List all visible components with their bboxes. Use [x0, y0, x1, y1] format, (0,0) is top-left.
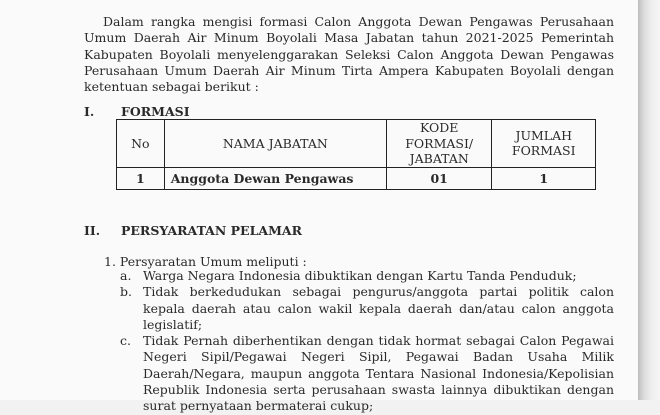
cell-no: 1 [117, 167, 165, 189]
cell-kode: 01 [386, 167, 492, 189]
formasi-table [116, 119, 596, 190]
list-item-label: b. [120, 284, 132, 300]
list-item-text: Warga Negara Indonesia dibuktikan dengan Kartu Tanda Penduduk; [143, 268, 577, 283]
header-jumlah-formasi: JUMLAH FORMASI [492, 120, 596, 168]
cell-jumlah: 1 [492, 167, 596, 189]
requirements-list [120, 268, 614, 415]
list-item [120, 333, 614, 414]
requirements-title: 1. Persyaratan Umum meliputi : [104, 254, 307, 269]
section-number: II. [84, 223, 101, 238]
table-row [117, 167, 596, 189]
header-kode-formasi: KODE FORMASI/ JABATAN [386, 120, 492, 168]
section-title: PERSYARATAN PELAMAR [121, 223, 302, 238]
section-number: I. [84, 104, 95, 119]
intro-paragraph: Dalam rangka mengisi formasi Calon Anggota Dewan Pengawas Perusahaan Umum Daerah Air Minum Boyolali Masa Jabatan tahun 2021-2025 Pemerintah Kabupaten Boyolali menyelenggarakan Seleksi Calon Anggota Dewan Pengawas Perusahaan Umum Daerah Air Minum Tirta Ampera Kabupaten Boyolali dengan ketentuan sebagai berikut : [84, 14, 614, 95]
header-nama-jabatan: NAMA JABATAN [164, 120, 386, 168]
header-no: No [117, 120, 165, 168]
list-item-text: Tidak Pernah diberhentikan dengan tidak hormat sebagai Calon Pegawai Negeri Sipil/Pegawai Negeri Sipil, Pegawai Badan Usaha Milik Daerah/Negara, maupun anggota Tentara Nasional Indonesia/Kepolisian Republik Indonesia serta perusahaan swasta lainnya dibuktikan dengan surat pernyataan bermaterai cukup; [143, 333, 614, 414]
section-title: FORMASI [121, 104, 190, 119]
list-item [120, 268, 614, 284]
cell-nama-jabatan: Anggota Dewan Pengawas [164, 167, 386, 189]
list-item [120, 284, 614, 333]
table-header-row [117, 120, 596, 168]
list-item-label: a. [120, 268, 132, 283]
page-edge-shadow [638, 0, 660, 400]
list-item-text: Tidak berkedudukan sebagai pengurus/anggota partai politik calon kepala daerah atau calon wakil kepala daerah dan/atau calon anggota legislatif; [143, 284, 614, 332]
list-item-label: c. [120, 333, 131, 349]
